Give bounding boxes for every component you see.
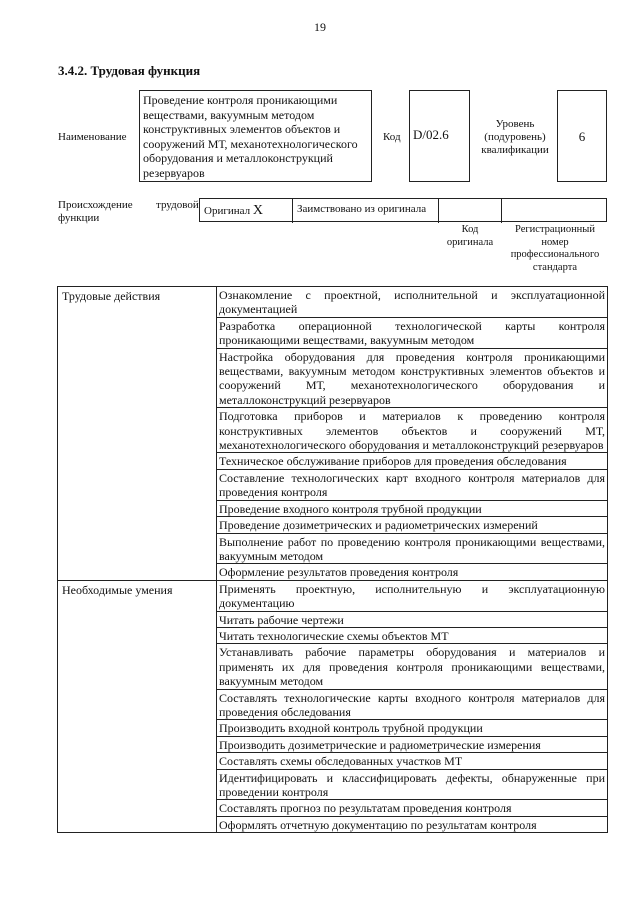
skill-item: Производить входной контроль трубной продукции [217, 720, 608, 736]
labor-action-item: Проведение дозиметрических и радиометрических измерений [217, 517, 608, 533]
origin-label: Происхождение функции [58, 199, 133, 224]
skill-item: Применять проектную, исполнительную и эксплуатационную документацию [217, 580, 608, 611]
original-label: Оригинал [204, 205, 251, 217]
skill-item: Составлять прогноз по результатам проведения контроля [217, 800, 608, 816]
skill-item: Читать технологические схемы объектов МТ [217, 627, 608, 643]
qualification-level-label: Уровень (подуровень) квалификации [481, 118, 549, 156]
registration-number-caption: Регистрационный номер профессионального стандарта [510, 224, 600, 273]
labor-action-item: Подготовка приборов и материалов к проведению контроля конструктивных элементов объектов и сооружений МТ, механотехнологического оборудования и металлоконструкций резервуаров [217, 408, 608, 453]
section-title: 3.4.2. Трудовая функция [58, 63, 201, 78]
function-details-table [57, 286, 608, 833]
original-mark: X [252, 203, 263, 218]
labor-action-item: Оформление результатов проведения контроля [217, 564, 608, 580]
labor-action-item: Ознакомление с проектной, исполнительной и эксплуатационной документацией [217, 287, 608, 318]
labor-action-item: Настройка оборудования для проведения контроля проникающими веществами, вакуумным методом конструктивных элементов объектов и сооружений МТ, механотехнологического оборудования и металлоконструкций резервуаров [217, 348, 608, 408]
origin-code-cell [439, 199, 502, 223]
skill-item: Составлять схемы обследованных участков МТ [217, 753, 608, 769]
required-skills-label: Необходимые умения [58, 580, 217, 833]
labor-action-item: Проведение входного контроля трубной продукции [217, 500, 608, 516]
skill-item: Составлять технологические карты входного контроля материалов для проведения обследования [217, 689, 608, 720]
code-label: Код [383, 131, 401, 143]
skill-item: Оформлять отчетную документацию по результатам контроля [217, 816, 608, 832]
qualification-level-value: 6 [557, 90, 607, 182]
function-code-value: D/02.6 [409, 90, 470, 182]
origin-reg-cell [502, 199, 608, 223]
origin-label-suffix: трудовой [156, 199, 199, 211]
labor-action-item: Техническое обслуживание приборов для проведения обследования [217, 453, 608, 469]
skill-item: Идентифицировать и классифицировать дефекты, обнаруженные при проведении контроля [217, 769, 608, 800]
name-label: Наименование [58, 131, 127, 143]
labor-action-item: Выполнение работ по проведению контроля проникающими веществами, вакуумным методом [217, 533, 608, 564]
labor-action-item: Разработка операционной технологической карты контроля проникающими веществами, вакуумным методом [217, 317, 608, 348]
skill-item: Производить дозиметрические и радиометрические измерения [217, 736, 608, 752]
labor-actions-label: Трудовые действия [58, 287, 217, 581]
origin-row [199, 198, 607, 222]
skill-item: Устанавливать рабочие параметры оборудования и материалов и применять их для проведения контроля проникающими веществами, вакуумным методом [217, 644, 608, 689]
borrowed-cell: Заимствовано из оригинала [293, 199, 439, 223]
skill-item: Читать рабочие чертежи [217, 611, 608, 627]
table-row [58, 580, 608, 611]
table-row [58, 287, 608, 318]
page-number: 19 [314, 20, 326, 34]
labor-action-item: Составление технологических карт входного контроля материалов для проведения контроля [217, 469, 608, 500]
function-name-value: Проведение контроля проникающими веществами, вакуумным методом конструктивных элементов объектов и сооружений МТ, механотехнологического оборудования и металлоконструкций резервуаров [139, 90, 372, 182]
original-cell [200, 199, 293, 223]
origin-code-caption: Код оригинала [446, 224, 494, 248]
